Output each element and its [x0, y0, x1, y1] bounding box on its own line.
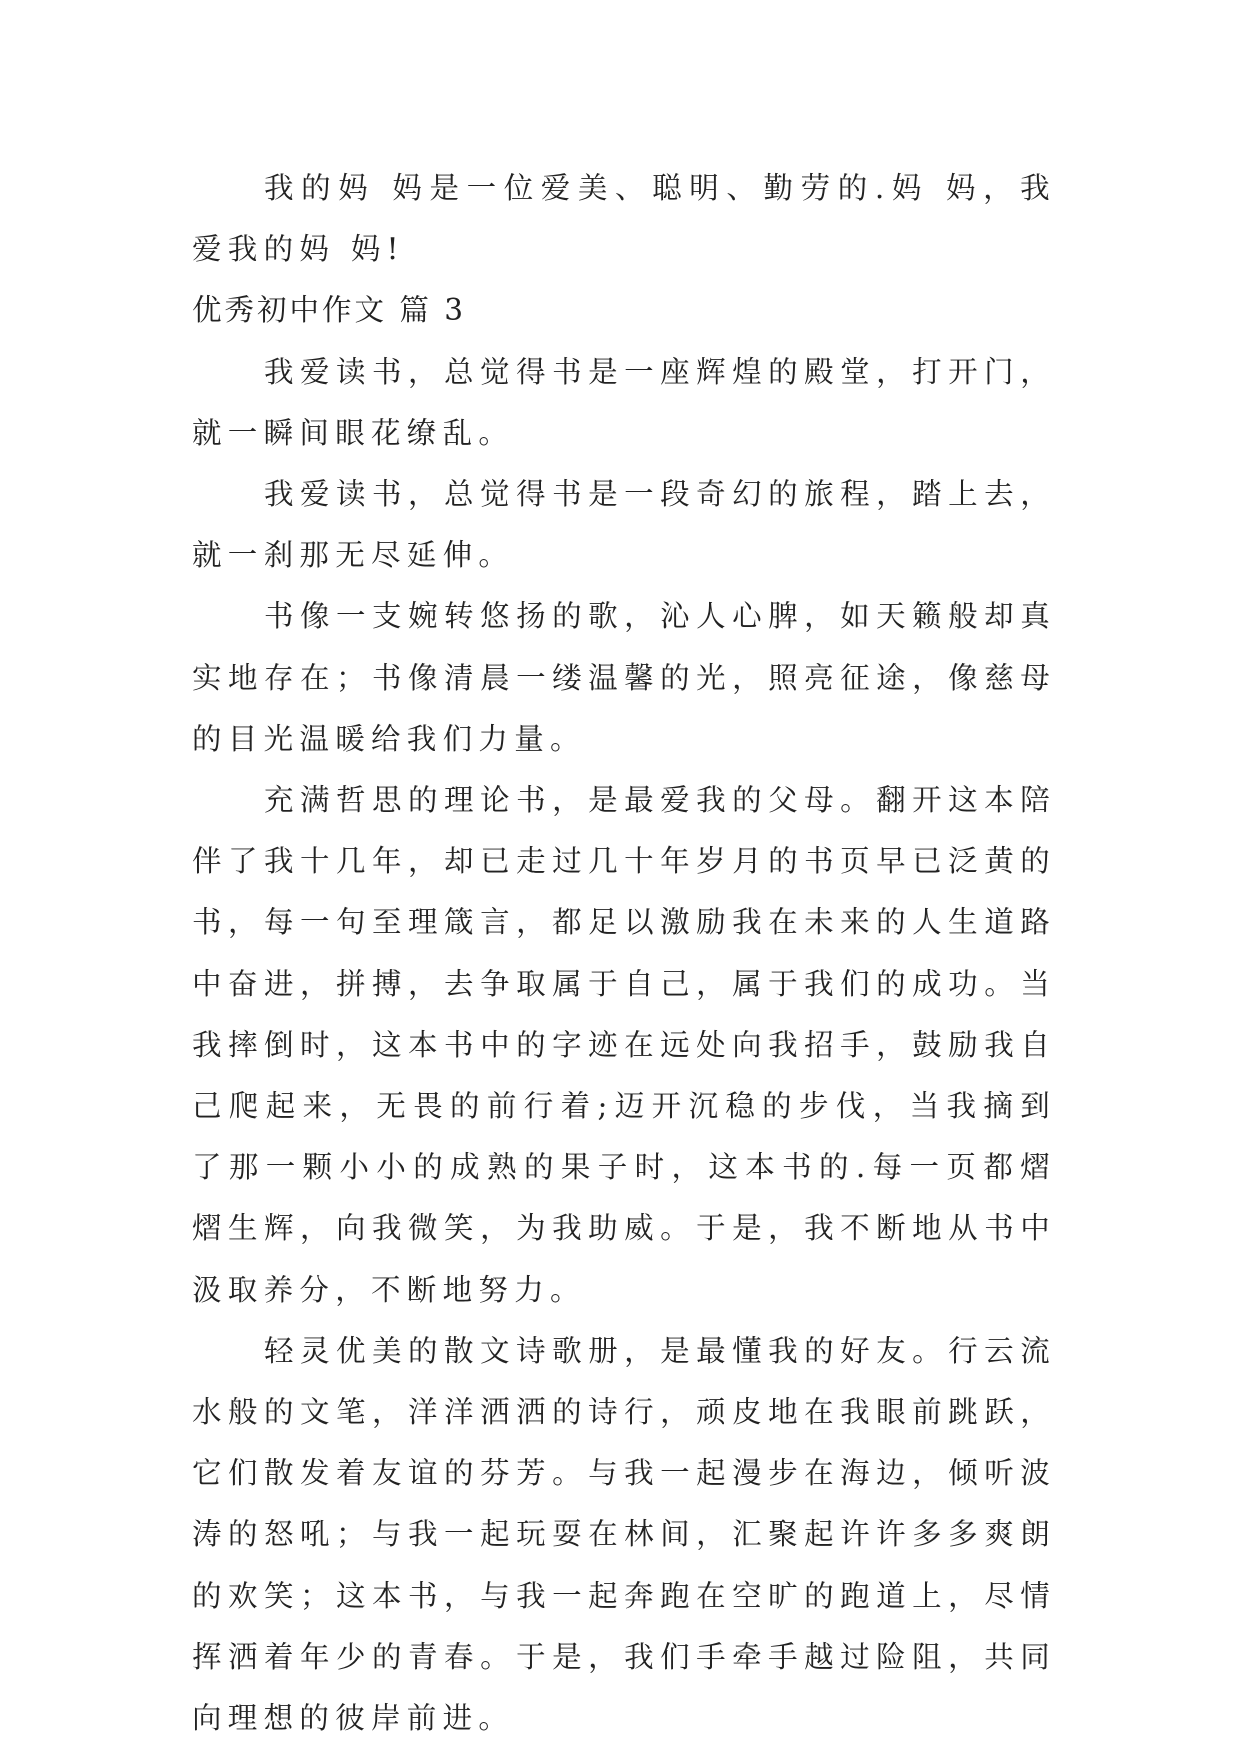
paragraph-poetry-book: 轻灵优美的散文诗歌册，是最懂我的好友。行云流水般的文笔，洋洋洒洒的诗行，顽皮地在我眼前跳跃，它们散发着友谊的芬芳。与我一起漫步在海边，倾听波涛的怒吼；与我一起玩耍在林间，汇聚起许许多多爽朗的欢笑；这本书，与我一起奔跑在空旷的跑道上，尽情挥洒着年少的青春。于是，我们手牵手越过险阻，共同向理想的彼岸前进。 — [192, 1333, 1056, 1736]
paragraph-song-light: 书像一支婉转悠扬的歌，沁人心脾，如天籁般却真实地存在；书像清晨一缕温馨的光，照亮征途，像慈母的目光温暖给我们力量。 — [192, 599, 1056, 756]
paragraph-theory-book: 充满哲思的理论书，是最爱我的父母。翻开这本陪伴了我十几年，却已走过几十年岁月的书页早已泛黄的书，每一句至理箴言，都足以激励我在未来的人生道路中奋进，拼搏，去争取属于自己，属于我们的成功。当我摔倒时，这本书中的字迹在远处向我招手，鼓励我自己爬起来，无畏的前行着;迈开沉稳的步伐，当我摘到了那一颗小小的成熟的果子时，这本书的.每一页都熠熠生辉，向我微笑，为我助威。于是，我不断地从书中汲取养分，不断地努力。 — [192, 783, 1056, 1307]
paragraph-palace: 我爱读书，总觉得书是一座辉煌的殿堂，打开门，就一瞬间眼花缭乱。 — [192, 354, 1056, 450]
document-body — [192, 158, 1056, 1749]
essay-heading: 优秀初中作文 篇 3 — [192, 293, 467, 328]
paragraph-journey: 我爱读书，总觉得书是一段奇幻的旅程，踏上去，就一刹那无尽延伸。 — [192, 477, 1056, 573]
paragraph-mother: 我的妈 妈是一位爱美、聪明、勤劳的.妈 妈，我爱我的妈 妈! — [192, 171, 1056, 267]
